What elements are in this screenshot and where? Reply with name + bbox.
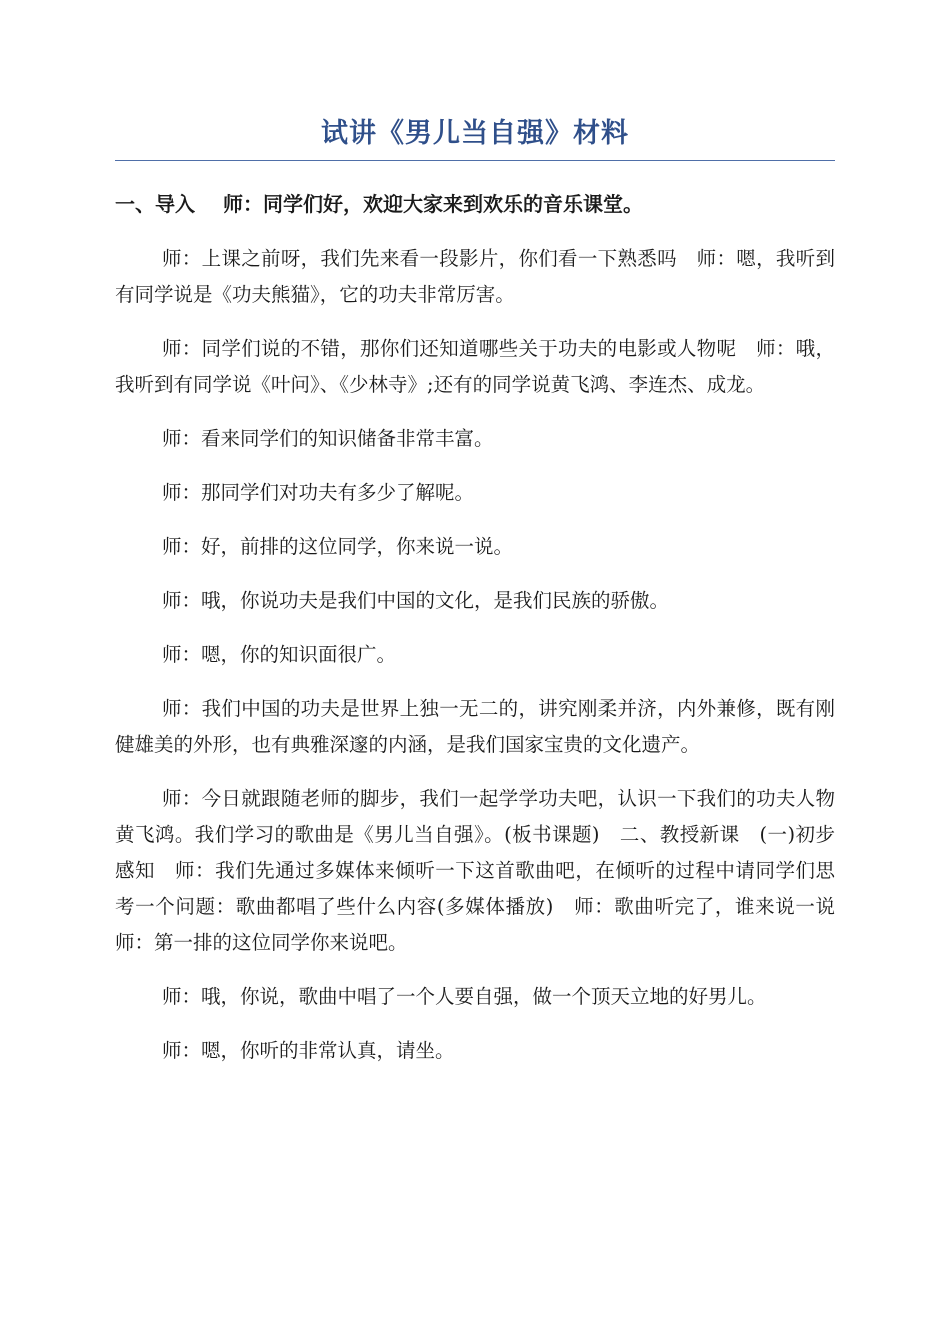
paragraph: 师：嗯，你的知识面很广。 bbox=[162, 643, 397, 666]
section-number: 一、导入 bbox=[115, 192, 195, 216]
section-heading-text: 师：同学们好，欢迎大家来到欢乐的音乐课堂。 bbox=[223, 192, 643, 216]
paragraph: 师：我们中国的功夫是世界上独一无二的，讲究刚柔并济，内外兼修，既有刚健雄美的外形，也有典雅深邃的内涵，是我们国家宝贵的文化遗产。 bbox=[115, 697, 835, 756]
paragraph: 师：上课之前呀，我们先来看一段影片，你们看一下熟悉吗 师：嗯，我听到有同学说是《功夫熊猫》，它的功夫非常厉害。 bbox=[115, 247, 835, 306]
paragraph: 师：好，前排的这位同学，你来说一说。 bbox=[162, 535, 514, 558]
section-heading bbox=[115, 187, 835, 221]
paragraph: 师：那同学们对功夫有多少了解呢。 bbox=[162, 481, 475, 504]
document-page bbox=[115, 112, 855, 1087]
document-title: 试讲《男儿当自强》材料 bbox=[115, 112, 835, 161]
paragraph: 师：嗯，你听的非常认真，请坐。 bbox=[162, 1039, 455, 1062]
paragraph: 师：看来同学们的知识储备非常丰富。 bbox=[162, 427, 494, 450]
paragraph: 师：哦，你说，歌曲中唱了一个人要自强，做一个顶天立地的好男儿。 bbox=[162, 985, 767, 1008]
paragraph: 师：同学们说的不错，那你们还知道哪些关于功夫的电影或人物呢 师：哦，我听到有同学说《叶问》、《少林寺》;还有的同学说黄飞鸿、李连杰、成龙。 bbox=[115, 337, 835, 396]
paragraph: 师：哦，你说功夫是我们中国的文化，是我们民族的骄傲。 bbox=[162, 589, 670, 612]
paragraph: 师：今日就跟随老师的脚步，我们一起学学功夫吧，认识一下我们的功夫人物黄飞鸿。我们学习的歌曲是《男儿当自强》。(板书课题) 二、教授新课 (一)初步感知 师：我们先通过多媒体来倾听一下这首歌曲吧，在倾听的过程中请同学们思考一个问题：歌曲都唱了些什么内容(多媒体播放) 师：歌曲听完了，谁来说一说 师：第一排的这位同学你来说吧。 bbox=[115, 787, 855, 954]
